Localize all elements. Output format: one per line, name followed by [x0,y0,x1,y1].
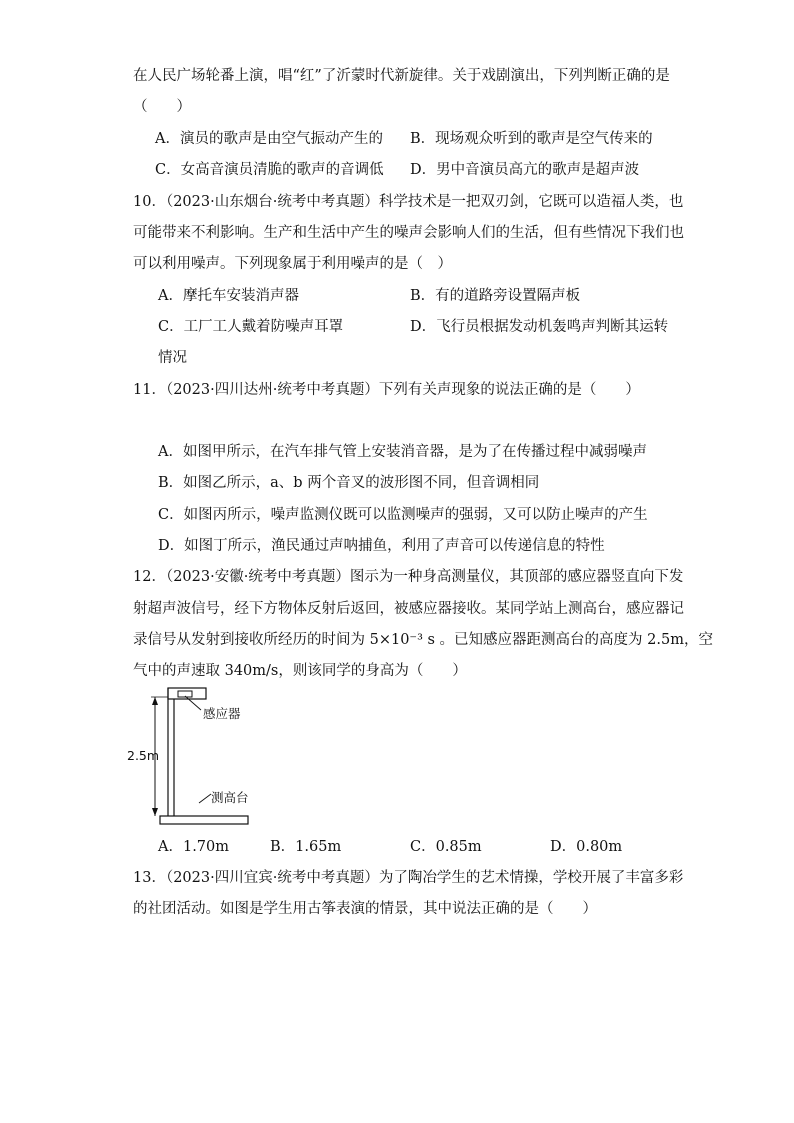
q11-stem-line1: 11．（2023·四川达州·统考中考真题）下列有关声现象的说法正确的是（ ） [133,382,640,398]
q13-stem-line2: 的社团活动。如图是学生用古筝表演的情景，其中说法正确的是（ ） [133,901,597,917]
q12-option-d: D．0.80m [550,839,623,855]
q9-option-d: D．男中音演员高亢的歌声是超声波 [410,162,640,178]
q12-stem-line2: 射超声波信号，经下方物体反射后返回，被感应器接收。某同学站上测高台，感应器记 [133,601,684,617]
q12-option-c: C．0.85m [410,839,482,855]
q10-stem-line1: 10．（2023·山东烟台·统考中考真题）科学技术是一把双刃剑，它既可以造福人类，也 [133,194,684,210]
q9-answer-paren: （ ） [133,99,191,115]
q10-option-d: D．飞行员根据发动机轰鸣声判断其运转 [410,319,669,335]
q12-stem-line3: 录信号从发射到接收所经历的时间为 5×10⁻³ s 。已知感应器距测高台的高度为 2.5m，空 [133,632,713,648]
q12-option-a: A．1.70m [158,839,230,855]
dimension-arrow-top [152,697,158,705]
q9-option-b: B．现场观众听到的歌声是空气传来的 [410,131,653,147]
q11-option-d: D．如图丁所示，渔民通过声呐捕鱼，利用了声音可以传递信息的特性 [158,538,605,554]
q10-option-b: B．有的道路旁设置隔声板 [410,288,581,304]
sensor-label: 感应器 [203,706,241,721]
q10-option-d-continued: 情况 [158,350,187,366]
sensor-leader-line [185,696,201,710]
q12-stem-line1: 12．（2023·安徽·统考中考真题）图示为一种身高测量仪，其顶部的感应器竖直向下发 [133,569,684,585]
q9-option-c: C．女高音演员清脆的歌声的音调低 [155,162,384,178]
q10-option-a: A．摩托车安装消声器 [158,288,299,304]
q10-stem-line3: 可以利用噪声。下列现象属于利用噪声的是（ ） [133,256,452,272]
q9-option-a: A．演员的歌声是由空气振动产生的 [155,131,383,147]
q10-option-c: C．工厂工人戴着防噪声耳罩 [158,319,344,335]
height-label: 2.5m [127,748,160,763]
dimension-arrow-bottom [152,808,158,816]
platform-label: 测高台 [211,790,249,805]
q11-option-c: C．如图丙所示，噪声监测仪既可以监测噪声的强弱，又可以防止噪声的产生 [158,507,648,523]
q12-option-b: B．1.65m [270,839,342,855]
platform [160,816,248,824]
q13-stem-line1: 13．（2023·四川宜宾·统考中考真题）为了陶冶学生的艺术情操，学校开展了丰富多彩 [133,870,684,886]
height-meter-diagram [127,688,273,833]
q12-stem-line4: 气中的声速取 340m/s，则该同学的身高为（ ） [133,663,467,679]
q10-stem-line2: 可能带来不利影响。生产和生活中产生的噪声会影响人们的生活，但有些情况下我们也 [133,225,684,241]
platform-leader-line [199,794,211,803]
q11-option-a: A．如图甲所示，在汽车排气管上安装消音器，是为了在传播过程中减弱噪声 [158,444,647,460]
q11-option-b: B．如图乙所示，a、b 两个音叉的波形图不同，但音调相同 [158,475,540,491]
q9-stem-line1: 在人民广场轮番上演，唱“红”了沂蒙时代新旋律。关于戏剧演出，下列判断正确的是 [133,68,670,84]
